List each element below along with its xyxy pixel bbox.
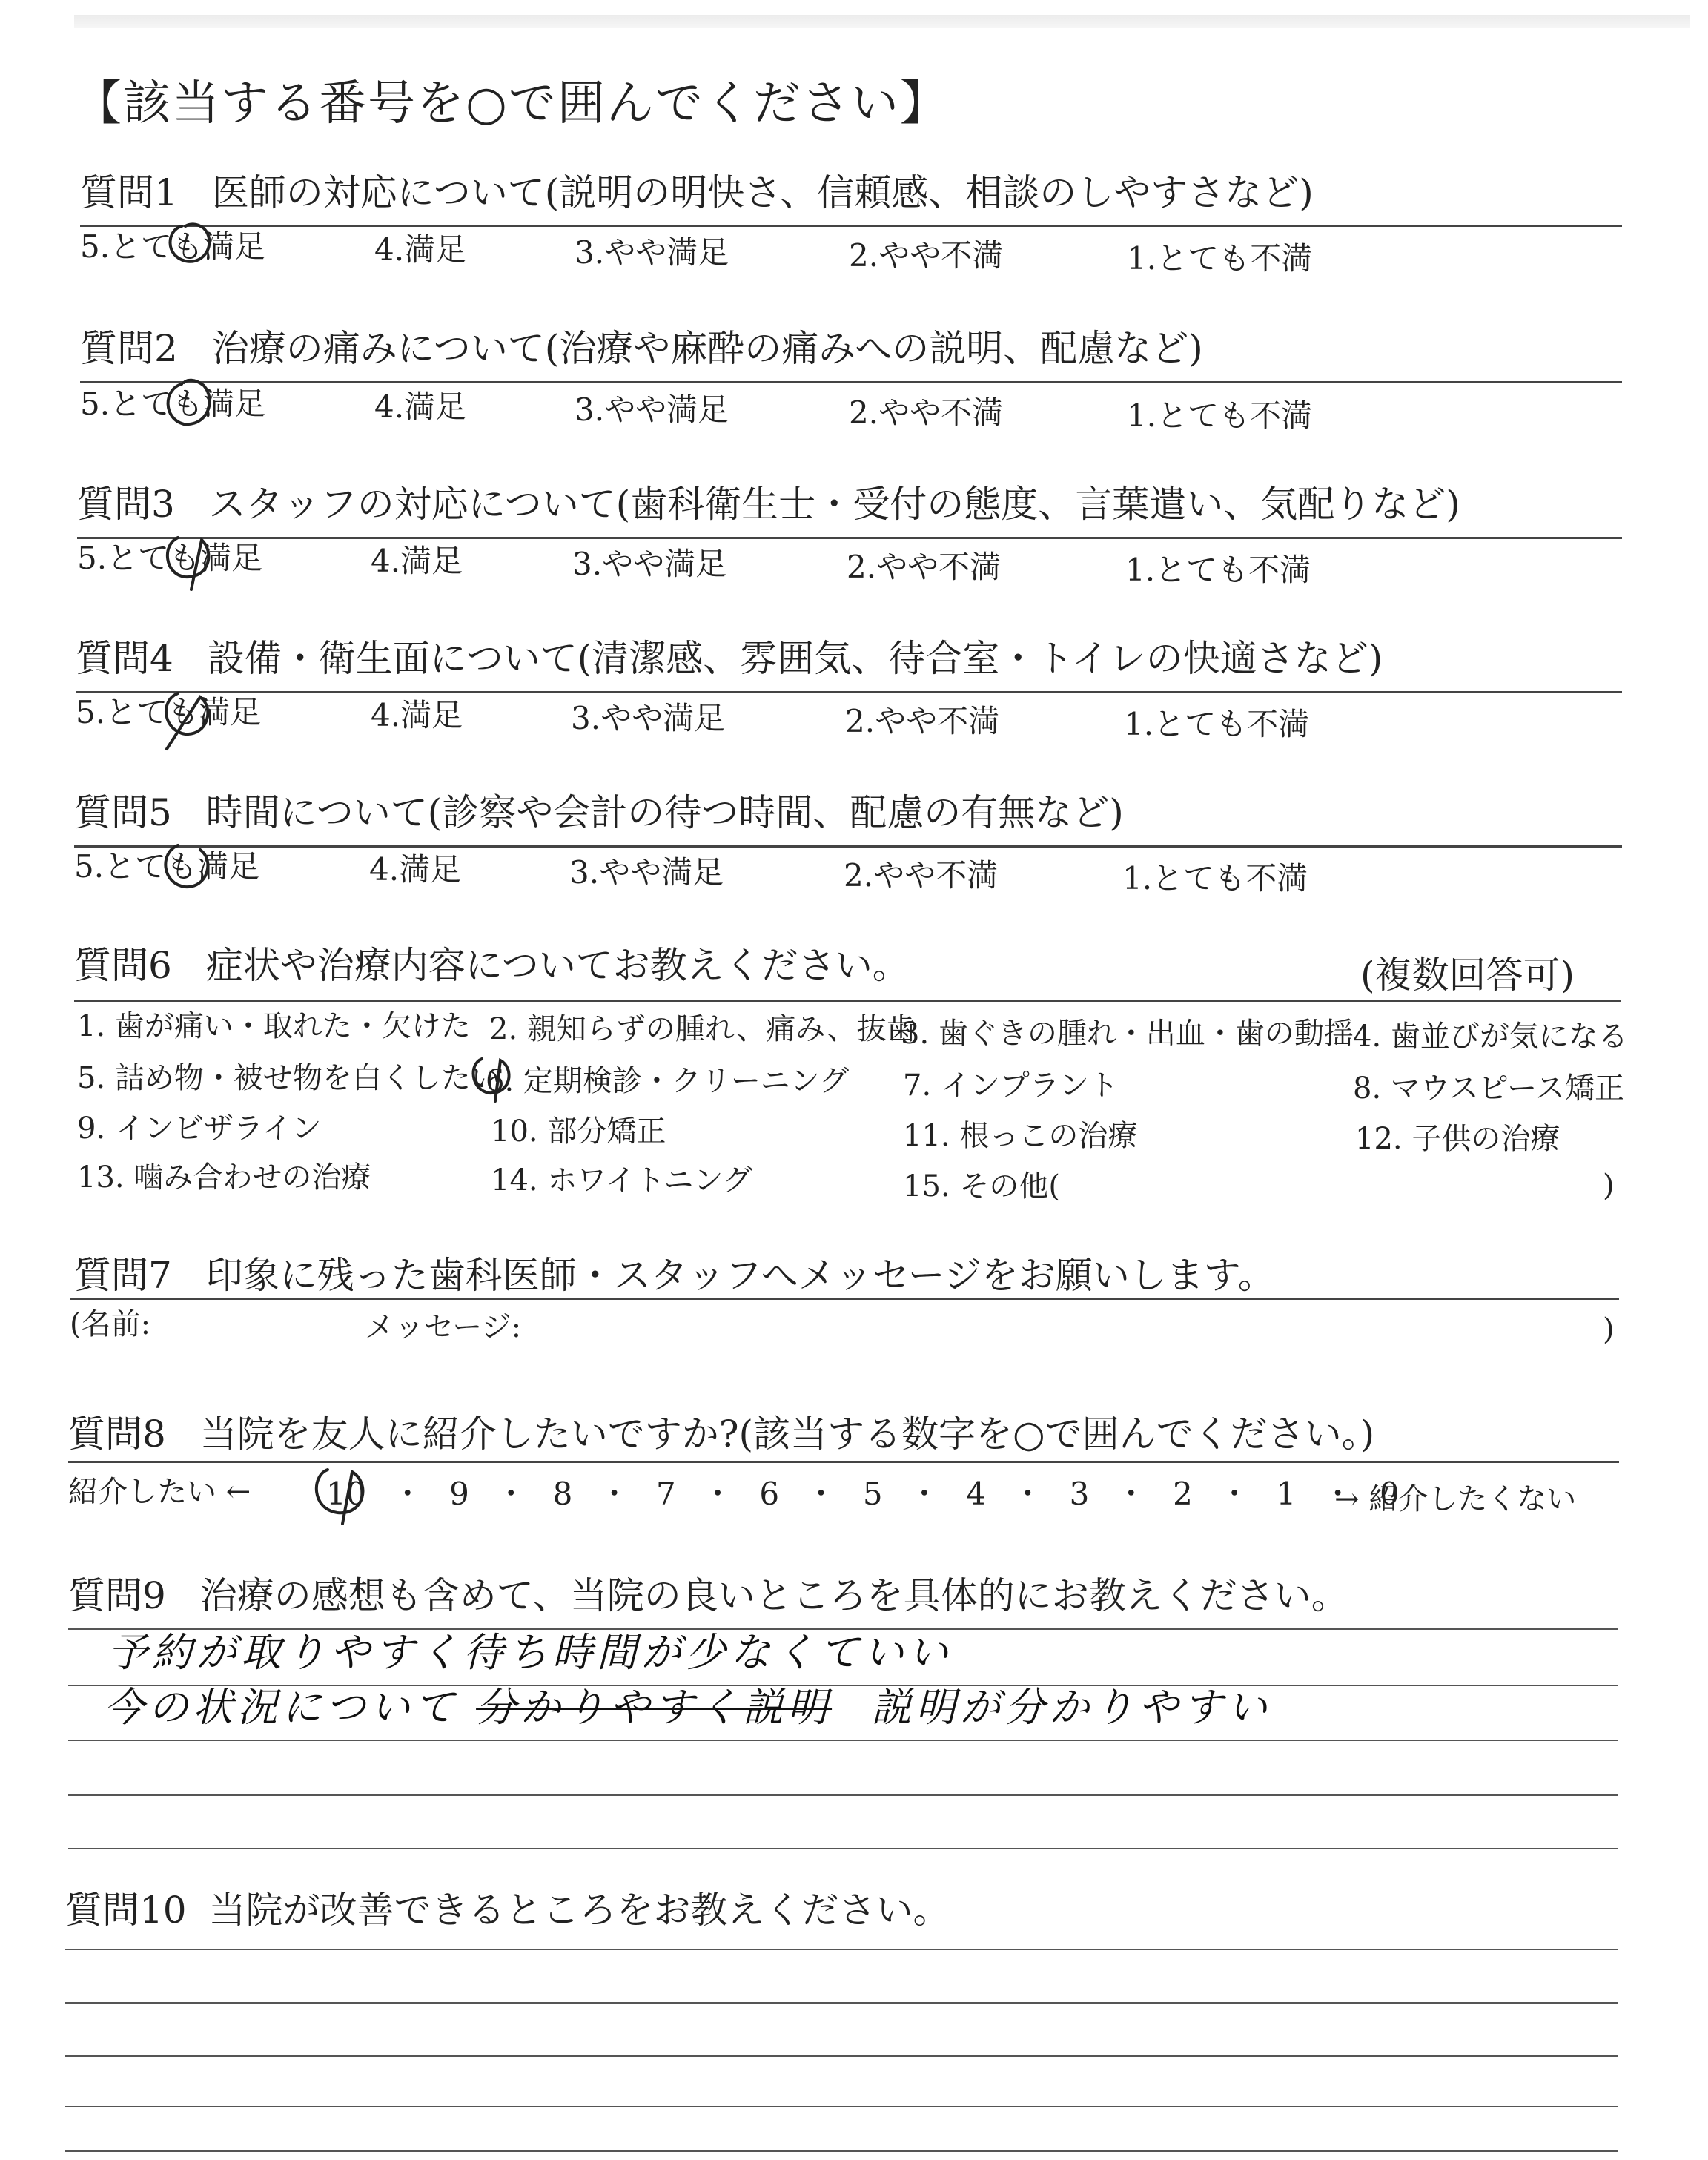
question-text: 印象に残った歯科医師・スタッフへメッセージをお願いします。 (205, 1254, 1275, 1297)
q5-circle-mark (165, 845, 208, 887)
question-label: 質問1 (80, 171, 178, 214)
q3-option-2[interactable]: 2.やや不満 (847, 549, 1002, 585)
answer-part: 説明が分かりやすい (871, 1684, 1272, 1731)
q6-item-14[interactable]: 14. ホワイトニング (491, 1163, 752, 1198)
q6-item-12[interactable]: 12. 子供の治療 (1355, 1122, 1560, 1156)
handwritten-answer-line-1: 予約が取りやすく待ち時間が少なくていい (107, 1629, 953, 1676)
q6-item-7[interactable]: 7. インプラント (903, 1069, 1119, 1103)
q6-item-5[interactable]: 5. 詰め物・被せ物を白くしたい (77, 1061, 500, 1095)
q3-option-5[interactable]: 5.とても満足 (77, 540, 263, 576)
q2-option-5[interactable]: 5.とても満足 (80, 386, 266, 422)
q2-option-1[interactable]: 1.とても不満 (1127, 397, 1313, 434)
question-label: 質問4 (76, 637, 173, 680)
question-text: 当院が改善できるところをお教えください。 (208, 1889, 950, 1932)
q1-option-3[interactable]: 3.やや満足 (575, 234, 729, 271)
q4-option-1[interactable]: 1.とても不満 (1124, 706, 1310, 742)
recommend-scale[interactable]: 10 ・ 9 ・ 8 ・ 7 ・ 6 ・ 5 ・ 4 ・ 3 ・ 2 ・ 1 ・ 0 (326, 1476, 1400, 1512)
q4-circle-mark (166, 693, 208, 749)
q4-option-5[interactable]: 5.とても満足 (76, 694, 262, 730)
question-text: スタッフの対応について(歯科衛生士・受付の態度、言葉遣い、気配りなど) (208, 483, 1460, 526)
q5-option-5[interactable]: 5.とても満足 (74, 848, 260, 885)
q3-option-4[interactable]: 4.満足 (371, 543, 463, 579)
answer-part: 今の状況について (104, 1684, 459, 1731)
question-text: 時間について(診察や会計の待つ時間、配慮の有無など) (205, 791, 1124, 834)
q6-item-11[interactable]: 11. 根っこの治療 (903, 1119, 1138, 1153)
question-text: 治療の感想も含めて、当院の良いところを具体的にお教えください。 (199, 1574, 1348, 1617)
q5-option-4[interactable]: 4.満足 (369, 851, 462, 888)
q6-item-13[interactable]: 13. 噛み合わせの治療 (77, 1160, 371, 1195)
recommend-right-label: → 紹介したくない (1334, 1482, 1577, 1516)
q5-option-1[interactable]: 1.とても不満 (1122, 860, 1308, 896)
question-label: 質問2 (80, 327, 178, 370)
q1-option-4[interactable]: 4.満足 (374, 231, 467, 268)
recommend-left-label: 紹介したい ← (68, 1475, 251, 1509)
q5-option-3[interactable]: 3.やや満足 (569, 854, 724, 891)
q4-option-3[interactable]: 3.やや満足 (571, 700, 726, 736)
q4-option-2[interactable]: 2.やや不満 (845, 703, 1000, 739)
q2-option-3[interactable]: 3.やや満足 (575, 392, 729, 428)
question-label: 質問7 (74, 1254, 172, 1297)
question-text: 当院を友人に紹介したいですか?(該当する数字を○で囲んでください。) (199, 1413, 1375, 1456)
q6-item-1[interactable]: 1. 歯が痛い・取れた・欠けた (77, 1009, 471, 1043)
q2-circle-mark (168, 380, 210, 424)
question-text: 設備・衛生面について(清潔感、雰囲気、待合室・トイレの快適さなど) (207, 637, 1383, 680)
question-label: 質問9 (68, 1574, 166, 1617)
q5-option-2[interactable]: 2.やや不満 (844, 857, 999, 894)
q6-item-10[interactable]: 10. 部分矯正 (491, 1114, 666, 1149)
struck-text: 分かりやすく説明 (476, 1684, 833, 1731)
q6-item-15[interactable]: 15. その他( (903, 1169, 1060, 1203)
question-label: 質問6 (74, 944, 172, 987)
q6-other-close: ) (1603, 1169, 1615, 1203)
q2-option-4[interactable]: 4.満足 (374, 389, 467, 425)
question-label: 質問10 (65, 1889, 187, 1932)
q1-option-1[interactable]: 1.とても不満 (1127, 240, 1313, 277)
question-text: 症状や治療内容についてお教えください。 (205, 944, 910, 987)
page-title: 【該当する番号を○で囲んでください】 (74, 76, 949, 131)
question-label: 質問5 (74, 791, 172, 834)
name-field-label[interactable]: (名前: (70, 1307, 151, 1341)
question-text: 治療の痛みについて(治療や麻酔の痛みへの説明、配慮など) (211, 327, 1203, 370)
q6-circle-mark (474, 1059, 509, 1101)
q1-circle-mark (170, 224, 209, 261)
q3-circle-mark (168, 538, 209, 589)
message-close: ) (1603, 1312, 1615, 1347)
q6-item-2[interactable]: 2. 親知らずの腫れ、痛み、抜歯 (489, 1012, 916, 1046)
q6-item-3[interactable]: 3. 歯ぐきの腫れ・出血・歯の動揺 (901, 1017, 1354, 1051)
q6-item-9[interactable]: 9. インビザライン (77, 1112, 322, 1146)
q2-option-2[interactable]: 2.やや不満 (849, 394, 1004, 431)
message-field-label[interactable]: メッセージ: (365, 1310, 522, 1344)
q6-item-6[interactable]: 6. 定期検診・クリーニング (486, 1064, 850, 1098)
q6-item-8[interactable]: 8. マウスピース矯正 (1353, 1071, 1625, 1106)
q8-circle-mark (317, 1470, 363, 1524)
question-label: 質問8 (68, 1413, 166, 1456)
question-label: 質問3 (77, 483, 175, 526)
question-text: 医師の対応について(説明の明快さ、信頼感、相談のしやすさなど) (211, 171, 1314, 214)
q4-option-4[interactable]: 4.満足 (371, 697, 463, 733)
q3-option-3[interactable]: 3.やや満足 (572, 546, 727, 582)
q1-option-2[interactable]: 2.やや不満 (849, 237, 1004, 274)
q6-item-4[interactable]: 4. 歯並びが気になる (1353, 1020, 1628, 1054)
q1-option-5[interactable]: 5.とても満足 (80, 228, 266, 265)
q3-option-1[interactable]: 1.とても不満 (1125, 552, 1311, 588)
multiple-answer-note: (複数回答可) (1360, 954, 1575, 997)
